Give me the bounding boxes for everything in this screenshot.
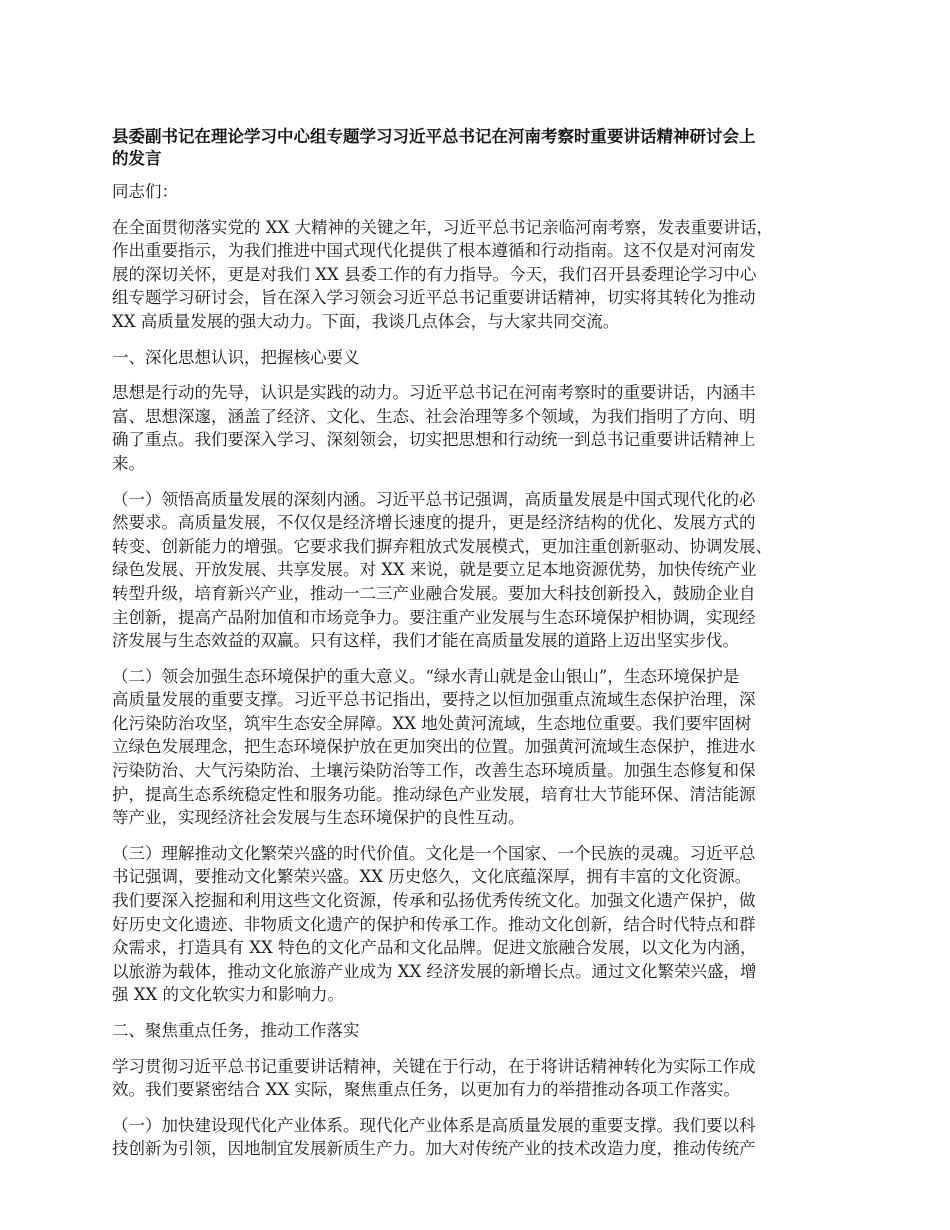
document-title xyxy=(112,126,852,170)
paragraph xyxy=(112,842,852,1007)
title-line: 县委副书记在理论学习中心组专题学习习近平总书记在河南考察时重要讲话精神研讨会上 xyxy=(112,127,756,146)
text-line: 绿色发展、开放发展、共享发展。对 XX 来说，就是要立足本地资源优势，加快传统产业 xyxy=(112,560,757,580)
text-line: 作出重要指示，为我们推进中国式现代化提供了根本遵循和行动指南。这不仅是对河南发 xyxy=(112,241,756,261)
text-line: 在全面贯彻落实党的 XX 大精神的关键之年，习近平总书记亲临河南考察，发表重要讲话， xyxy=(112,217,773,237)
text-line: 思想是行动的先导，认识是实践的动力。习近平总书记在河南考察时的重要讲话，内涵丰 xyxy=(112,383,756,403)
text-line: 来。 xyxy=(112,453,145,473)
text-line: （三）理解推动文化繁荣兴盛的时代价值。文化是一个国家、一个民族的灵魂。习近平总 xyxy=(112,843,756,863)
text-line: 然要求。高质量发展，不仅仅是经济增长速度的提升，更是经济结构的优化、发展方式的 xyxy=(112,513,756,533)
text-line: XX 高质量发展的强大动力。下面，我谈几点体会，与大家共同交流。 xyxy=(112,311,620,331)
text-line: 我们要深入挖掘和利用这些文化资源，传承和弘扬优秀传统文化。加强文化遗产保护，做 xyxy=(112,891,756,911)
title-line: 的发言 xyxy=(112,149,162,168)
paragraph xyxy=(112,1114,852,1161)
text-line: 确了重点。我们要深入学习、深刻领会，切实把思想和行动统一到总书记重要讲话精神上 xyxy=(112,430,756,450)
paragraph xyxy=(112,1055,852,1102)
paragraph xyxy=(112,216,852,334)
text-line: 强 XX 的文化软实力和影响力。 xyxy=(112,985,344,1005)
text-line: 众需求，打造具有 XX 特色的文化产品和文化品牌。促进文旅融合发展，以文化为内涵， xyxy=(112,938,757,958)
text-line: 以旅游为载体，推动文化旅游产业成为 XX 经济发展的新增长点。通过文化繁荣兴盛，增 xyxy=(112,961,757,981)
text-line: 效。我们要紧密结合 XX 实际，聚焦重点任务，以更加有力的举措推动各项工作落实。 xyxy=(112,1080,740,1100)
salutation xyxy=(112,180,852,204)
text-line: 立绿色发展理念，把生态环境保护放在更加突出的位置。加强黄河流域生态保护，推进水 xyxy=(112,737,756,757)
text-line: 转型升级，培育新兴产业，推动一二三产业融合发展。要加大科技创新投入，鼓励企业自 xyxy=(112,583,756,603)
text-line: 化污染防治攻坚，筑牢生态安全屏障。XX 地处黄河流域，生态地位重要。我们要牢固树 xyxy=(112,713,752,733)
text-line: 学习贯彻习近平总书记重要讲话精神，关键在于行动，在于将讲话精神转化为实际工作成 xyxy=(112,1056,756,1076)
text-line: （二）领会加强生态环境保护的重大意义。“绿水青山就是金山银山”，生态环境保护是 xyxy=(112,666,740,686)
text-line: 展的深切关怀，更是对我们 XX 县委工作的有力指导。今天，我们召开县委理论学习中心 xyxy=(112,264,757,284)
document-body xyxy=(112,216,852,1161)
text-line: 济发展与生态效益的双赢。只有这样，我们才能在高质量发展的道路上迈出坚实步伐。 xyxy=(112,631,739,651)
paragraph xyxy=(112,488,852,653)
text-line: 污染防治、大气污染防治、土壤污染防治等工作，改善生态环境质量。加强生态修复和保 xyxy=(112,761,756,781)
paragraph xyxy=(112,665,852,830)
section-heading xyxy=(112,1019,852,1043)
section-heading xyxy=(112,346,852,370)
text-line: 二、聚焦重点任务，推动工作落实 xyxy=(112,1021,360,1040)
paragraph xyxy=(112,381,852,475)
text-line: （一）领悟高质量发展的深刻内涵。习近平总书记强调，高质量发展是中国式现代化的必 xyxy=(112,489,756,509)
document-page xyxy=(112,126,852,1173)
text-line: 护，提高生态系统稳定性和服务功能。推动绿色产业发展，培育壮大节能环保、清洁能源 xyxy=(112,784,756,804)
text-line: 等产业，实现经济社会发展与生态环境保护的良性互动。 xyxy=(112,808,525,828)
text-line: 主创新，提高产品附加值和市场竞争力。要注重产业发展与生态环境保护相协调，实现经 xyxy=(112,607,756,627)
text-line: 富、思想深邃，涵盖了经济、文化、生态、社会治理等多个领域，为我们指明了方向、明 xyxy=(112,406,756,426)
text-line: 组专题学习研讨会，旨在深入学习领会习近平总书记重要讲话精神，切实将其转化为推动 xyxy=(112,288,756,308)
text-line: （一）加快建设现代化产业体系。现代化产业体系是高质量发展的重要支撑。我们要以科 xyxy=(112,1115,756,1135)
text-line: 一、深化思想认识，把握核心要义 xyxy=(112,347,360,367)
text-line: 转变、创新能力的增强。它要求我们摒弃粗放式发展模式，更加注重创新驱动、协调发展、 xyxy=(112,536,772,556)
text-line: 技创新为引领，因地制宜发展新质生产力。加大对传统产业的技术改造力度，推动传统产 xyxy=(112,1139,756,1159)
salutation-text: 同志们： xyxy=(112,182,178,201)
text-line: 书记强调，要推动文化繁荣兴盛。XX 历史悠久，文化底蕴深厚，拥有丰富的文化资源。 xyxy=(112,867,752,887)
text-line: 高质量发展的重要支撑。习近平总书记指出，要持之以恒加强重点流域生态保护治理，深 xyxy=(112,690,756,710)
text-line: 好历史文化遗迹、非物质文化遗产的保护和传承工作。推动文化创新，结合时代特点和群 xyxy=(112,914,756,934)
